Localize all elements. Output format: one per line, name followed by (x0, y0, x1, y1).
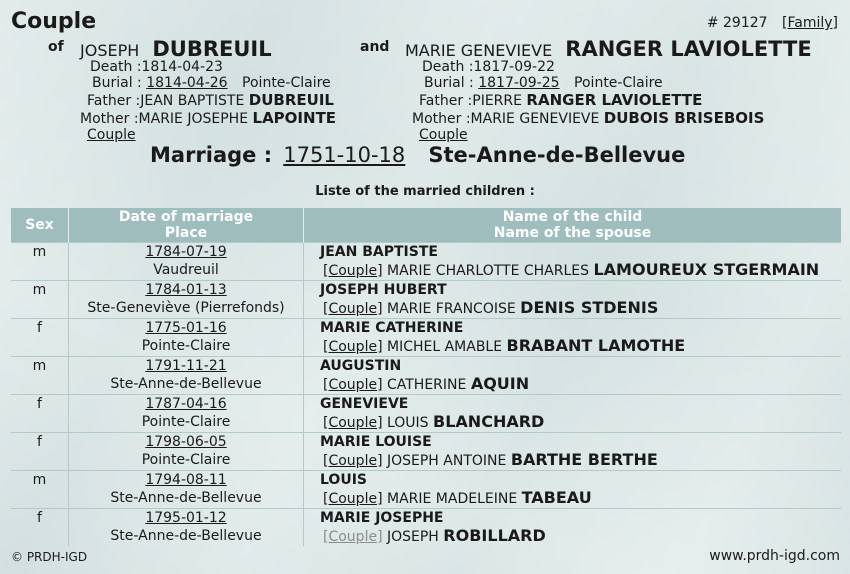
col-date-label: Date of marriage (118, 209, 254, 225)
mother-label: Mother : (80, 111, 139, 127)
wife-father (419, 91, 702, 109)
husband-father (87, 91, 334, 109)
child-marriage-date[interactable]: 1775-01-16 (145, 320, 227, 336)
col-sex: Sex (11, 208, 69, 243)
col-spouse-label: Name of the spouse (493, 225, 652, 241)
spouse-first-name: MICHEL AMABLE (386, 339, 503, 355)
child-sex: m (11, 471, 69, 509)
spouse-first-name: LOUIS (386, 415, 429, 431)
child-marriage-cell (69, 281, 304, 319)
child-marriage-cell (69, 319, 304, 357)
wife-mother-first: MARIE GENEVIEVE (470, 111, 600, 127)
spouse-last-name: LAMOUREUX STGERMAIN (593, 260, 820, 279)
child-name: LOUIS (320, 472, 367, 488)
husband-burial-date[interactable]: 1814-04-26 (146, 75, 228, 91)
wife-death-date: 1817-09-22 (473, 59, 555, 75)
child-marriage-date[interactable]: 1798-06-05 (145, 434, 227, 450)
child-marriage-cell (69, 509, 304, 547)
child-name: GENEVIEVE (320, 396, 409, 412)
child-name-cell (304, 471, 842, 509)
husband-mother-last: LAPOINTE (252, 109, 337, 127)
child-name: MARIE CATHERINE (320, 320, 464, 336)
table-row (11, 509, 841, 547)
child-marriage-cell (69, 357, 304, 395)
wife-death (422, 59, 555, 75)
husband-father-last: DUBREUIL (248, 91, 334, 109)
table-row (11, 357, 841, 395)
spouse-line (320, 337, 841, 356)
child-marriage-place: Vaudreuil (153, 262, 219, 278)
mother-label: Mother : (412, 111, 471, 127)
child-marriage-place: Ste-Geneviève (Pierrefonds) (87, 300, 285, 316)
record-id (707, 15, 838, 31)
wife-first-name: MARIE GENEVIEVE (405, 41, 553, 60)
spouse-last-name: TABEAU (521, 488, 592, 507)
child-marriage-place: Pointe-Claire (141, 414, 231, 430)
spouse-line (320, 261, 841, 280)
father-label: Father : (87, 93, 141, 109)
child-marriage-place: Pointe-Claire (141, 338, 231, 354)
child-name-cell (304, 395, 842, 433)
child-marriage-place: Pointe-Claire (141, 452, 231, 468)
spouse-first-name: MARIE MADELEINE (386, 491, 518, 507)
child-marriage-place: Ste-Anne-de-Bellevue (110, 490, 262, 506)
wife-father-last: RANGER LAVIOLETTE (526, 91, 703, 109)
spouse-last-name: AQUIN (470, 374, 530, 393)
spouse-line (320, 451, 841, 470)
wife-last-name: RANGER LAVIOLETTE (565, 37, 812, 61)
spouse-last-name: DENIS STDENIS (520, 298, 659, 317)
child-name-cell (304, 243, 842, 281)
table-header-row (11, 208, 841, 243)
child-marriage-cell (69, 395, 304, 433)
col-names (304, 208, 842, 243)
spouse-line (320, 299, 841, 318)
spouse-line (320, 413, 841, 432)
wife-burial-place: Pointe-Claire (574, 75, 663, 91)
child-sex: f (11, 319, 69, 357)
couple-link[interactable]: [Couple] (323, 453, 383, 469)
wife-parents-couple-link[interactable]: Couple (419, 127, 468, 143)
child-sex: m (11, 243, 69, 281)
child-marriage-date[interactable]: 1795-01-12 (145, 510, 227, 526)
husband-father-first: JEAN BAPTISTE (140, 93, 245, 109)
child-sex: f (11, 395, 69, 433)
child-name: AUGUSTIN (320, 358, 402, 374)
couple-link[interactable]: [Couple] (323, 415, 383, 431)
spouse-first-name: JOSEPH (386, 529, 439, 545)
couple-link[interactable]: [Couple] (323, 491, 383, 507)
spouse-last-name: BLANCHARD (433, 412, 545, 431)
record-number: # 29127 (706, 15, 768, 31)
table-row (11, 319, 841, 357)
child-name-cell (304, 357, 842, 395)
spouse-last-name: ROBILLARD (443, 526, 546, 545)
marriage-label: Marriage : (150, 143, 273, 167)
wife-mother (412, 109, 764, 127)
child-marriage-place: Ste-Anne-de-Bellevue (110, 528, 262, 544)
death-label: Death : (90, 59, 142, 75)
child-sex: m (11, 281, 69, 319)
couple-link[interactable]: [Couple] (323, 301, 383, 317)
spouse-first-name: JOSEPH ANTOINE (386, 453, 507, 469)
spouse-first-name: MARIE CHARLOTTE CHARLES (386, 263, 590, 279)
spouse-first-name: CATHERINE (386, 377, 467, 393)
couple-link[interactable]: [Couple] (323, 263, 383, 279)
table-row (11, 395, 841, 433)
family-link[interactable]: [Family] (782, 15, 838, 31)
wife-name (405, 37, 812, 61)
child-name-cell (304, 319, 842, 357)
wife-burial-date[interactable]: 1817-09-25 (478, 75, 560, 91)
child-marriage-date[interactable]: 1794-08-11 (145, 472, 227, 488)
spouse-last-name: BARTHE BERTHE (510, 450, 658, 469)
spouse-first-name: MARIE FRANCOISE (386, 301, 516, 317)
spouse-line (320, 489, 841, 508)
spouse-last-name: BRABANT LAMOTHE (506, 336, 686, 355)
husband-death (90, 59, 223, 75)
footer-site[interactable]: www.prdh-igd.com (709, 548, 840, 564)
footer-copyright: © PRDH-IGD (11, 550, 88, 564)
couple-link[interactable]: [Couple] (323, 529, 383, 545)
spouse-line (320, 527, 841, 546)
husband-death-date: 1814-04-23 (141, 59, 223, 75)
husband-burial (92, 75, 331, 91)
col-child-label: Name of the child (502, 209, 643, 225)
child-marriage-date[interactable]: 1784-01-13 (145, 282, 227, 298)
husband-first-name: JOSEPH (80, 41, 140, 60)
table-row (11, 243, 841, 281)
child-sex: f (11, 433, 69, 471)
child-name: JEAN BAPTISTE (320, 244, 438, 260)
marriage-line (150, 143, 685, 167)
husband-last-name: DUBREUIL (152, 37, 272, 61)
of-label: of (48, 39, 64, 55)
child-name: MARIE LOUISE (320, 434, 432, 450)
col-date-place (69, 208, 304, 243)
wife-mother-last: DUBOIS BRISEBOIS (603, 109, 765, 127)
husband-parents-couple-link[interactable]: Couple (87, 127, 136, 143)
wife-burial (424, 75, 663, 91)
child-sex: f (11, 509, 69, 547)
wife-father-first: PIERRE (472, 93, 522, 109)
child-marriage-date[interactable]: 1784-07-19 (145, 244, 227, 260)
child-name-cell (304, 281, 842, 319)
children-table-body (11, 243, 841, 547)
father-label: Father : (419, 93, 473, 109)
death-label: Death : (422, 59, 474, 75)
child-marriage-cell (69, 471, 304, 509)
burial-label: Burial : (92, 75, 142, 91)
husband-burial-place: Pointe-Claire (242, 75, 331, 91)
marriage-place: Ste-Anne-de-Bellevue (428, 143, 686, 167)
children-table (11, 208, 841, 546)
marriage-date[interactable]: 1751-10-18 (283, 143, 406, 167)
spouse-line (320, 375, 841, 394)
child-name-cell (304, 433, 842, 471)
col-place-label: Place (164, 225, 208, 241)
children-heading: Liste of the married children : (315, 184, 535, 199)
child-sex: m (11, 357, 69, 395)
husband-name (80, 37, 272, 61)
child-marriage-cell (69, 433, 304, 471)
child-marriage-date[interactable]: 1787-04-16 (145, 396, 227, 412)
page-title: Couple (11, 9, 97, 34)
table-row (11, 433, 841, 471)
table-row (11, 471, 841, 509)
child-name: JOSEPH HUBERT (320, 282, 447, 298)
and-label: and (360, 39, 390, 55)
child-name-cell (304, 509, 842, 547)
child-marriage-cell (69, 243, 304, 281)
husband-mother-first: MARIE JOSEPHE (138, 111, 249, 127)
child-marriage-place: Ste-Anne-de-Bellevue (110, 376, 262, 392)
couple-link[interactable]: [Couple] (323, 339, 383, 355)
table-row (11, 281, 841, 319)
husband-mother (80, 109, 336, 127)
burial-label: Burial : (424, 75, 474, 91)
child-name: MARIE JOSEPHE (320, 510, 444, 526)
couple-link[interactable]: [Couple] (323, 377, 383, 393)
child-marriage-date[interactable]: 1791-11-21 (145, 358, 227, 374)
